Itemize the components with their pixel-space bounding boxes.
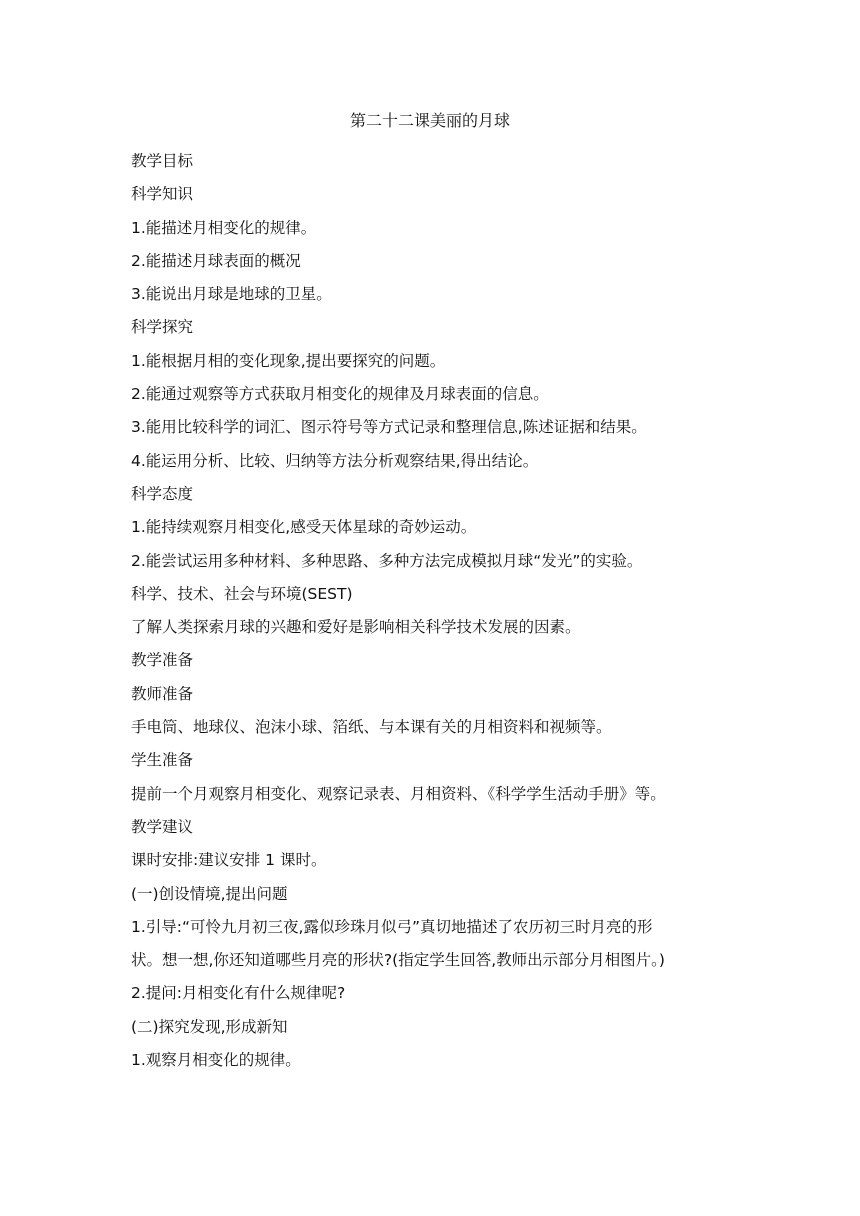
subsection-heading: 科学探究 [131, 318, 194, 337]
paragraph: 状。想一想,你还知道哪些月亮的形状?(指定学生回答,教师出示部分月相图片。) [131, 951, 665, 970]
paragraph: 1.引导:“可怜九月初三夜,露似珍珠月似弓”真切地描述了农历初三时月亮的形 [131, 917, 653, 936]
section-heading: 教学建议 [131, 817, 194, 836]
subsection-heading: 科学态度 [131, 484, 194, 503]
list-item: 4.能运用分析、比较、归纳等方法分析观察结果,得出结论。 [131, 451, 539, 470]
section-heading: 教学目标 [131, 152, 194, 170]
subsection-heading: (二)探究发现,形成新知 [131, 1017, 288, 1036]
section-heading: 教学准备 [131, 651, 194, 670]
list-item: 3.能说出月球是地球的卫星。 [131, 285, 332, 304]
paragraph: 了解人类探索月球的兴趣和爱好是影响相关科学技术发展的因素。 [131, 618, 581, 637]
list-item: 1.能描述月相变化的规律。 [131, 218, 317, 237]
list-item: 2.能描述月球表面的概况 [131, 251, 301, 270]
subsection-heading: (一)创设情境,提出问题 [131, 884, 288, 903]
paragraph: 提前一个月观察月相变化、观察记录表、月相资料、《科学学生活动手册》等。 [131, 784, 666, 803]
subsection-heading: 科学、技术、社会与环境(SEST) [131, 584, 353, 603]
list-item: 2.能尝试运用多种材料、多种思路、多种方法完成模拟月球“发光”的实验。 [131, 551, 643, 570]
list-item: 1.能根据月相的变化现象,提出要探究的问题。 [131, 351, 446, 370]
list-item: 1.观察月相变化的规律。 [131, 1051, 301, 1070]
list-item: 2.能通过观察等方式获取月相变化的规律及月球表面的信息。 [131, 385, 549, 404]
subsection-heading: 科学知识 [131, 185, 194, 204]
subsection-heading: 教师准备 [131, 684, 194, 703]
paragraph: 课时安排:建议安排 1 课时。 [131, 851, 327, 870]
document-title: 第二十二课美丽的月球 [349, 111, 510, 130]
list-item: 2.提问:月相变化有什么规律呢? [131, 984, 346, 1003]
list-item: 1.能持续观察月相变化,感受天体星球的奇妙运动。 [131, 518, 477, 537]
document-body [131, 145, 751, 1077]
paragraph: 手电筒、地球仪、泡沫小球、箔纸、与本课有关的月相资料和视频等。 [131, 718, 612, 737]
list-item: 3.能用比较科学的词汇、图示符号等方式记录和整理信息,陈述证据和结果。 [131, 418, 647, 437]
subsection-heading: 学生准备 [131, 751, 194, 770]
